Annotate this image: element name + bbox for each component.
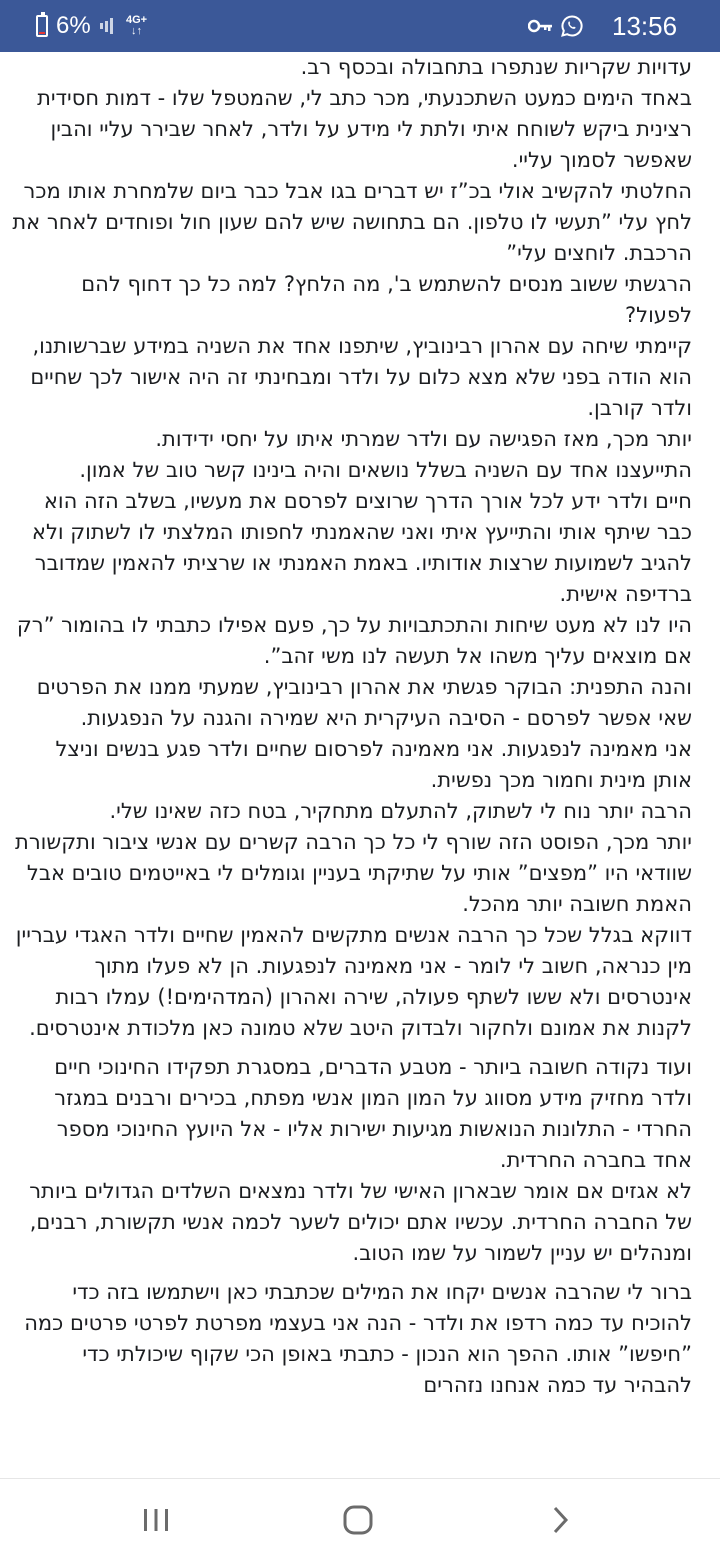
network-indicator — [126, 0, 147, 52]
post-paragraph: התייעצנו אחד עם השניה בשלל נושאים והיה בינינו קשר טוב של אמון. — [79, 458, 692, 482]
post-paragraph: החלטתי להקשיב אולי בכ”ז יש דברים בגו אבל כבר ביום שלמחרת אותו מכר לחץ עלי ”תעשי לו טלפון. הם בתחושה שיש להם שעון חול ופוחדים לאחר את הרכבת. לוחצים עלי” — [12, 179, 692, 265]
post-paragraph: יותר מכך, מאז הפגישה עם ולדר שמרתי איתו על יחסי ידידות. — [155, 427, 692, 451]
network-type: 4G+ — [126, 14, 148, 26]
post-content[interactable] — [0, 52, 720, 1478]
back-button[interactable] — [500, 1479, 620, 1561]
recent-apps-icon — [141, 1507, 171, 1533]
post-paragraph: לא אגזים אם אומר שבארון האישי של ולדר נמצאים השלדים הגדולים ביותר של החברה החרדית. עכשיו אתם יכולים לשער לכמה אנשי תקשורת, רבנים, ומנהלים יש עניין לשמור על שמו הטוב. — [29, 1179, 692, 1265]
key-icon — [528, 0, 554, 52]
back-icon — [550, 1505, 570, 1535]
post-paragraph: עדויות שקריות שנתפרו בתחבולה ובכסף רב. — [300, 55, 692, 79]
post-paragraph: היו לנו לא מעט שיחות והתכתבויות על כך, פעם אפילו כתבתי לו בהומור ”רק אם מוצאים עליך משהו אל תעשה לנו משי זהב”. — [16, 613, 692, 668]
post-paragraph: דווקא בגלל שכל כך הרבה אנשים מתקשים להאמין שחיים ולדר האגדי עבריין מין כנראה, חשוב לי לומר - אני מאמינה לנפגעות. הן לא פעלו מתוך אינטרסים ולא ששו לשתף פעולה, שירה ואהרון (המדהימים!) עמלו רבות לקנות את אמונם ולחקור ולבדוק היטב שלא טמונה כאן מלכודת אינטרסים. — [15, 923, 692, 1040]
status-bar — [0, 0, 720, 52]
post-paragraph: קיימתי שיחה עם אהרון רבינוביץ, שיתפנו אחד את השניה במידע שברשותנו, הוא הודה בפני שלא מצא כלום על ולדר ומבחינתי זה היה אישור לכך שחיים ולדר קורבן. — [30, 334, 692, 420]
post-paragraph: יותר מכך, הפוסט הזה שורף לי כל כך הרבה קשרים עם אנשי ציבור ותקשורת שוודאי היו ”מפצים” אותי על שתיקתי בעניין וגומלים לי באייטמים טובים אבל האמת חשובה יותר מהכל. — [15, 830, 692, 916]
battery-icon — [36, 0, 48, 52]
post-body — [12, 52, 692, 1401]
battery-percent: 6% — [56, 12, 91, 39]
post-paragraph: הרגשתי ששוב מנסים להשתמש ב', מה הלחץ? למה כל כך דחוף להם לפעול? — [81, 272, 692, 327]
clock: 13:56 — [612, 10, 678, 41]
home-button[interactable] — [298, 1479, 418, 1561]
post-paragraph: ברור לי שהרבה אנשים יקחו את המילים שכתבתי כאן וישתמשו בזה כדי להוכיח עד כמה רדפו את ולדר - הנה אני בעצמי מפרטת לפרטי פרטים כמה ”חיפשו” אותו. ההפך הוא הנכון - כתבתי באופן הכי שקוף שיכולתי כדי להבהיר עד כמה אנחנו נזהרים — [24, 1280, 692, 1397]
whatsapp-icon — [560, 0, 586, 52]
post-paragraph: אני מאמינה לנפגעות. אני מאמינה לפרסום שחיים ולדר פגע בנשים וניצל אותן מינית וחמור מכך נפשית. — [55, 737, 692, 792]
signal-icon — [100, 0, 120, 52]
post-paragraph: והנה התפנית: הבוקר פגשתי את אהרון רבינוביץ, שמעתי ממנו את הפרטים שאי אפשר לפרסם - הסיבה העיקרית היא שמירה והגנה על הנפגעות. — [36, 675, 692, 730]
navigation-bar — [0, 1478, 720, 1561]
recent-apps-button[interactable] — [96, 1479, 216, 1561]
post-paragraph: באחד הימים כמעט השתכנעתי, מכר כתב לי, שהמטפל שלו - דמות חסידית רצינית ביקש לשוחח איתי ולתת לי מידע על ולדר, לאחר שבירר עליי והבין שאפשר לסמוך עליי. — [37, 86, 692, 172]
post-paragraph: חיים ולדר ידע לכל אורך הדרך שרוצים לפרסם את מעשיו, בשלב הזה הוא כבר שיתף אותי והתייעץ איתי ואני שהאמנתי לחפותו המלצתי לו לשתוק ולא להגיב לשמועות שרצות אודותיו. באמת האמנתי או שרציתי להאמין שמדובר ברדיפה אישית. — [31, 489, 692, 606]
network-activity: ↓↑ — [131, 25, 143, 37]
home-icon — [342, 1504, 374, 1536]
post-paragraph: הרבה יותר נוח לי לשתוק, להתעלם מתחקיר, בטח כזה שאינו שלי. — [109, 799, 692, 823]
post-paragraph: ועוד נקודה חשובה ביותר - מטבע הדברים, במסגרת תפקידו החינוכי חיים ולדר מחזיק מידע מסווג על המון המון אנשי מפתח, בכירים ורבנים במגזר החרדי - התלונות הנואשות מגיעות ישירות אליו - אל היועץ החינוכי מספר אחד בחברה החרדית. — [54, 1055, 692, 1172]
